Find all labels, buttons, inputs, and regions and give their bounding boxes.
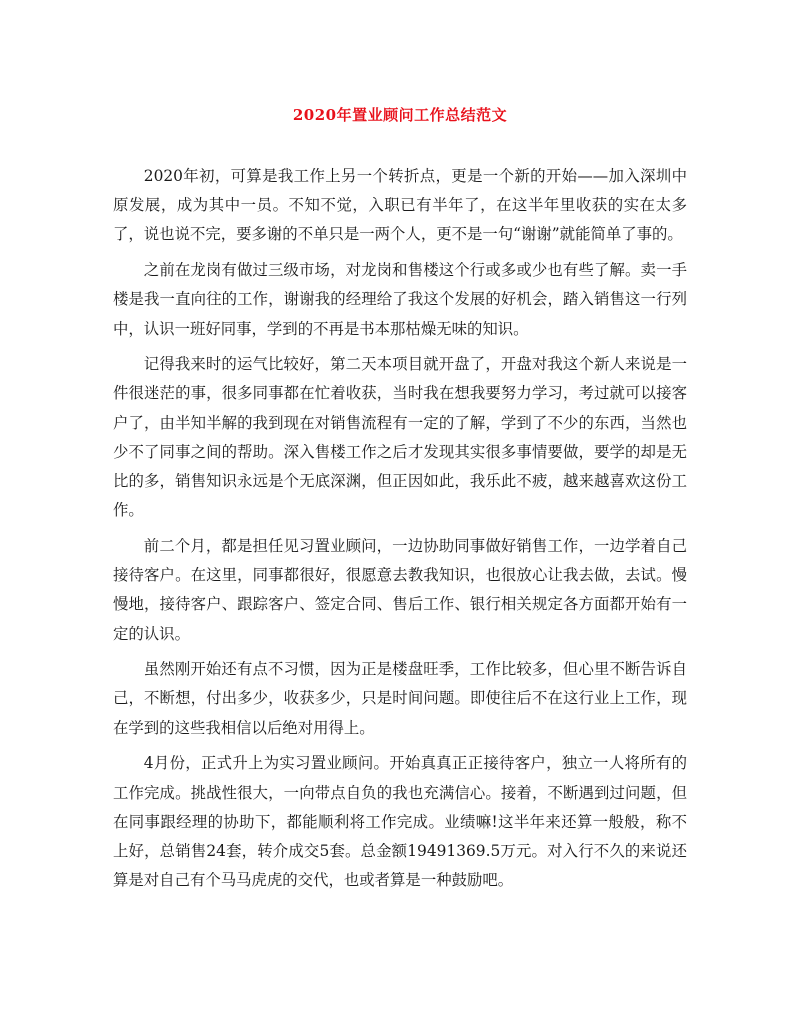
document-body xyxy=(113,162,687,902)
paragraph-6: 4月份，正式升上为实习置业顾问。开始真真正正接待客户，独立一人将所有的工作完成。挑战性很大，一向带点自负的我也充满信心。接着，不断遇到过问题，但在同事跟经理的协助下，都能顺利将工作完成。业绩嘛!这半年来还算一般般，称不上好，总销售24套，转介成交5套。总金额19491369.5万元。对入行不久的来说还算是对自己有个马马虎虎的交代，也或者算是一种鼓励吧。 xyxy=(113,754,687,890)
paragraph-5: 虽然刚开始还有点不习惯，因为正是楼盘旺季，工作比较多，但心里不断告诉自己，不断想，付出多少，收获多少，只是时间问题。即使往后不在这行业上工作，现在学到的这些我相信以后绝对用得上。 xyxy=(113,660,687,737)
paragraph-1: 2020年初，可算是我工作上另一个转折点，更是一个新的开始——加入深圳中原发展，成为其中一员。不知不觉，入职已有半年了，在这半年里收获的实在太多了，说也说不完，要多谢的不单只是一两个人，更不是一句“谢谢”就能简单了事的。 xyxy=(113,167,687,244)
paragraph-2: 之前在龙岗有做过三级市场，对龙岗和售楼这个行或多或少也有些了解。卖一手楼是我一直向往的工作，谢谢我的经理给了我这个发展的好机会，踏入销售这一行列中，认识一班好同事，学到的不再是书本那枯燥无味的知识。 xyxy=(113,261,687,338)
document-title: 2020年置业顾问工作总结范文 xyxy=(292,106,508,124)
paragraph-3: 记得我来时的运气比较好，第二天本项目就开盘了，开盘对我这个新人来说是一件很迷茫的事，很多同事都在忙着收获，当时我在想我要努力学习，考过就可以接客户了，由半知半解的我到现在对销售流程有一定的了解，学到了不少的东西，当然也少不了同事之间的帮助。深入售楼工作之后才发现其实很多事情要做，要学的却是无比的多，销售知识永远是个无底深渊，但正因如此，我乐此不疲，越来越喜欢这份工作。 xyxy=(113,355,687,520)
paragraph-4: 前二个月，都是担任见习置业顾问，一边协助同事做好销售工作，一边学着自己接待客户。在这里，同事都很好，很愿意去教我知识，也很放心让我去做，去试。慢慢地，接待客户、跟踪客户、签定合同、售后工作、银行相关规定各方面都开始有一定的认识。 xyxy=(113,536,687,643)
